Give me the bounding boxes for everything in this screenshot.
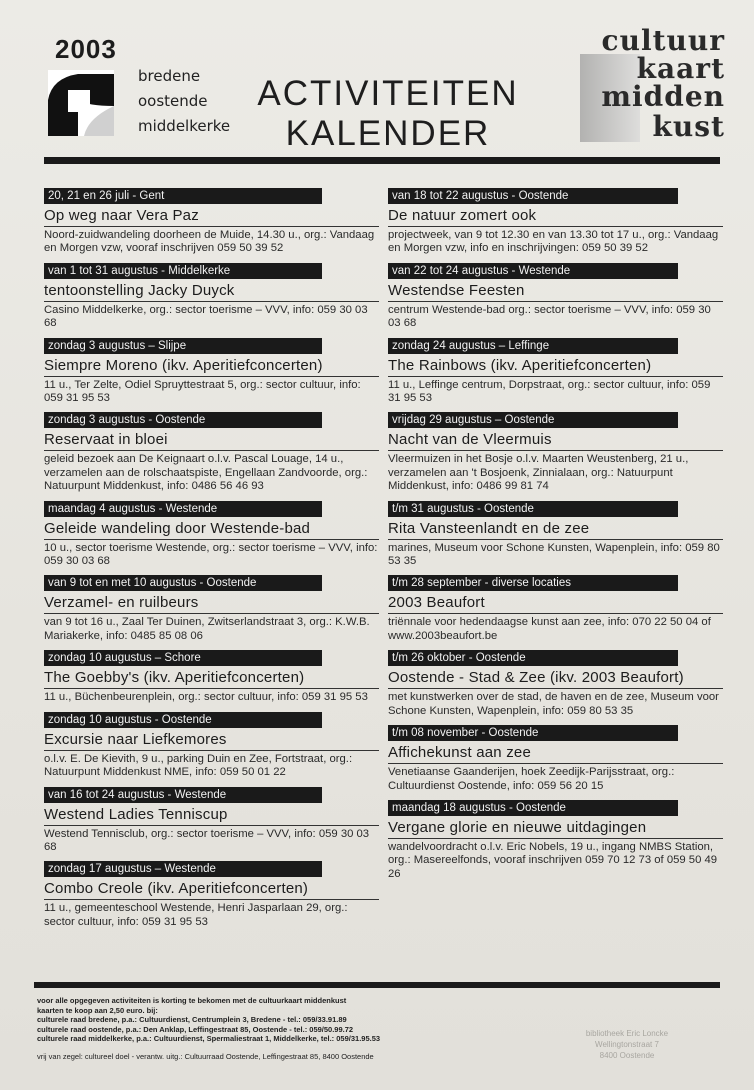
event-description: Westend Tennisclub, org.: sector toerisme – VVV, info: 059 30 03 68 xyxy=(44,827,370,853)
event-description: 10 u., sector toerisme Westende, org.: sector toerisme – VVV, info: 059 30 03 68 xyxy=(44,541,378,568)
event-date-badge: t/m 08 november - Oostende xyxy=(388,725,678,741)
event-date-badge: zondag 17 augustus – Westende xyxy=(44,861,322,877)
event-title: Op weg naar Vera Paz xyxy=(44,207,379,227)
event-date-badge: t/m 26 oktober - Oostende xyxy=(388,650,678,666)
event-item xyxy=(44,785,379,855)
event-date-badge: van 1 tot 31 augustus - Middelkerke xyxy=(44,263,322,279)
event-item xyxy=(388,723,723,793)
event-title: Vergane glorie en nieuwe uitdagingen xyxy=(388,819,723,839)
stamp-line: Wellingtonstraat 7 xyxy=(595,1040,659,1049)
event-item xyxy=(388,336,723,406)
event-title: Excursie naar Liefkemores xyxy=(44,731,379,751)
footer-line: culturele raad middelkerke, p.a.: Cultuurdienst, Spermaliestraat 1, Middelkerke, tel.: 059/31.95.53 xyxy=(37,1034,381,1043)
event-title: Reservaat in bloei xyxy=(44,431,379,451)
event-title: Verzamel- en ruilbeurs xyxy=(44,594,379,614)
event-title: Rita Vansteenlandt en de zee xyxy=(388,520,723,540)
ck-word-kaart: kaart xyxy=(636,52,725,85)
event-description: 11 u., Büchenbeurenplein, org.: sector cultuur, info: 059 31 95 53 xyxy=(44,691,368,704)
event-description: Casino Middelkerke, org.: sector toerisme – VVV, info: 059 30 03 68 xyxy=(44,303,368,330)
event-item xyxy=(388,410,723,493)
event-description: Venetiaanse Gaanderijen, hoek Zeedijk-Parijsstraat, org.: Cultuurdienst Oostende, info: 059 56 20 15 xyxy=(388,766,675,792)
event-title: Combo Creole (ikv. Aperitiefconcerten) xyxy=(44,880,379,900)
ck-word-midden: midden xyxy=(601,80,725,113)
event-item xyxy=(44,648,379,704)
event-item xyxy=(388,798,723,881)
event-date-badge: t/m 31 augustus - Oostende xyxy=(388,501,678,517)
footer-line: culturele raad oostende, p.a.: Den Anklap, Leffingestraat 85, Oostende - tel.: 059/50.99.72 xyxy=(37,1024,354,1034)
event-item xyxy=(44,859,379,929)
event-title: The Goebby's (ikv. Aperitiefconcerten) xyxy=(44,669,379,689)
library-stamp xyxy=(572,1028,682,1061)
town-oostende: oostende xyxy=(138,92,208,110)
event-description: centrum Westende-bad org.: sector toerisme – VVV, info: 059 30 03 68 xyxy=(388,303,711,330)
event-description: Noord-zuidwandeling doorheen de Muide, 14.30 u., org.: Vandaag en Morgen vzw, vooraf inschrijven 059 50 39 52 xyxy=(44,229,375,255)
event-item xyxy=(44,336,379,406)
event-title: The Rainbows (ikv. Aperitiefconcerten) xyxy=(388,357,723,377)
event-description: met kunstwerken over de stad, de haven en de zee, Museum voor Schone Kunsten, Wapenplein, info: 059 80 53 35 xyxy=(388,691,719,717)
ck-word-cultuur: cultuur xyxy=(601,24,725,57)
event-description: 11 u., gemeenteschool Westende, Henri Jasparlaan 29, org.: sector cultuur, info: 059 31 95 53 xyxy=(44,902,348,928)
event-title: Westend Ladies Tenniscup xyxy=(44,806,379,826)
event-item xyxy=(388,573,723,643)
event-item xyxy=(44,710,379,780)
event-description: Vleermuizen in het Bosje o.l.v. Maarten Weustenberg, 21 u., verzamelen aan 't Bosjoenk, Zinnialaan, org.: Natuurpunt Middenkust, info: 0486 99 81 74 xyxy=(388,453,689,493)
event-description: wandelvoordracht o.l.v. Eric Nobels, 19 u., ingang NMBS Station, org.: Masereelfonds, vooraf inschrijven 059 70 12 73 of 059 50 49 26 xyxy=(388,840,718,880)
event-date-badge: van 16 tot 24 augustus - Westende xyxy=(44,787,322,803)
event-item xyxy=(44,499,379,569)
event-title: Westendse Feesten xyxy=(388,282,723,302)
cultuurkaart-logo xyxy=(580,26,725,144)
right-column xyxy=(388,186,723,886)
event-date-badge: zondag 24 augustus – Leffinge xyxy=(388,338,678,354)
event-item xyxy=(44,573,379,643)
town-bredene: bredene xyxy=(138,67,201,85)
logo-icon xyxy=(48,70,114,136)
event-description: geleid bezoek aan De Keignaart o.l.v. Pascal Louage, 14 u., verzamelen aan de rolschaatspiste, Engellaan Zandvoorde, org.: Natuurpunt Middenkust, info: 0486 56 46 93 xyxy=(44,453,368,493)
title-line-2: KALENDER xyxy=(285,114,491,153)
page-title xyxy=(248,74,528,154)
event-description: 11 u., Leffinge centrum, Dorpstraat, org.: sector cultuur, info: 059 31 95 53 xyxy=(388,378,711,405)
event-item xyxy=(388,499,723,569)
title-line-1: ACTIVITEITEN xyxy=(257,74,519,113)
event-item xyxy=(44,186,379,256)
event-date-badge: maandag 4 augustus - Westende xyxy=(44,501,322,517)
event-item xyxy=(388,648,723,718)
event-item xyxy=(388,261,723,331)
event-date-badge: maandag 18 augustus - Oostende xyxy=(388,800,678,816)
event-title: Siempre Moreno (ikv. Aperitiefconcerten) xyxy=(44,357,379,377)
town-list xyxy=(138,64,230,139)
event-description: o.l.v. E. De Kievith, 9 u., parking Duin en Zee, Fortstraat, org.: Natuurpunt Middenkust NME, info: 059 50 01 22 xyxy=(44,752,353,779)
event-description: triënnale voor hedendaagse kunst aan zee, info: 070 22 50 04 of www.2003beaufort.be xyxy=(388,616,711,642)
event-description: 11 u., Ter Zelte, Odiel Spruyttestraat 5, org.: sector cultuur, info: 059 31 95 53 xyxy=(44,378,361,405)
event-description: van 9 tot 16 u., Zaal Ter Duinen, Zwitserlandstraat 3, org.: K.W.B. Mariakerke, info: 0485 85 08 06 xyxy=(44,616,370,642)
event-date-badge: vrijdag 29 augustus – Oostende xyxy=(388,412,678,428)
event-date-badge: 20, 21 en 26 juli - Gent xyxy=(44,188,322,204)
event-date-badge: t/m 28 september - diverse locaties xyxy=(388,575,678,591)
footer-line: voor alle opgegeven activiteiten is korting te bekomen met de cultuurkaart middenkust xyxy=(37,996,347,1005)
event-title: 2003 Beaufort xyxy=(388,594,723,614)
event-item xyxy=(388,186,723,256)
left-column xyxy=(44,186,379,934)
event-title: Oostende - Stad & Zee (ikv. 2003 Beaufort) xyxy=(388,669,723,689)
event-description: projectweek, van 9 tot 12.30 en van 13.30 tot 17 u., org.: Vandaag en Morgen vzw, info en inschrijvingen: 059 50 39 52 xyxy=(388,229,719,255)
footer-line: kaarten te koop aan 2,50 euro. bij: xyxy=(37,1005,158,1015)
event-title: De natuur zomert ook xyxy=(388,207,723,227)
stamp-line: 8400 Oostende xyxy=(599,1051,655,1060)
year-label: 2003 xyxy=(55,34,117,64)
publisher-imprint: vrij van zegel: cultureel doel - verantw. uitg.: Cultuurraad Oostende, Leffingestraat 85, 8400 Oostende xyxy=(37,1052,374,1061)
event-title: Geleide wandeling door Westende-bad xyxy=(44,520,379,540)
event-date-badge: zondag 10 augustus – Schore xyxy=(44,650,322,666)
event-item xyxy=(44,410,379,493)
footer-notes xyxy=(37,996,477,1044)
stamp-line: bibliotheek Eric Loncke xyxy=(585,1029,669,1038)
event-title: tentoonstelling Jacky Duyck xyxy=(44,282,379,302)
event-date-badge: zondag 10 augustus - Oostende xyxy=(44,712,322,728)
event-title: Nacht van de Vleermuis xyxy=(388,431,723,451)
event-title: Affichekunst aan zee xyxy=(388,744,723,764)
event-description: marines, Museum voor Schone Kunsten, Wapenplein, info: 059 80 53 35 xyxy=(388,541,720,568)
event-date-badge: van 9 tot en met 10 augustus - Oostende xyxy=(44,575,322,591)
ck-word-kust: kust xyxy=(652,110,725,143)
event-item xyxy=(44,261,379,331)
footer-line: culturele raad bredene, p.a.: Cultuurdienst, Centrumplein 3, Bredene - tel.: 059/33.91.89 xyxy=(37,1015,347,1024)
event-date-badge: zondag 3 augustus - Oostende xyxy=(44,412,322,428)
event-date-badge: zondag 3 augustus – Slijpe xyxy=(44,338,322,354)
top-divider xyxy=(44,157,720,164)
town-middelkerke: middelkerke xyxy=(138,117,231,135)
bottom-divider xyxy=(34,982,720,988)
event-date-badge: van 18 tot 22 augustus - Oostende xyxy=(388,188,678,204)
event-date-badge: van 22 tot 24 augustus - Westende xyxy=(388,263,678,279)
